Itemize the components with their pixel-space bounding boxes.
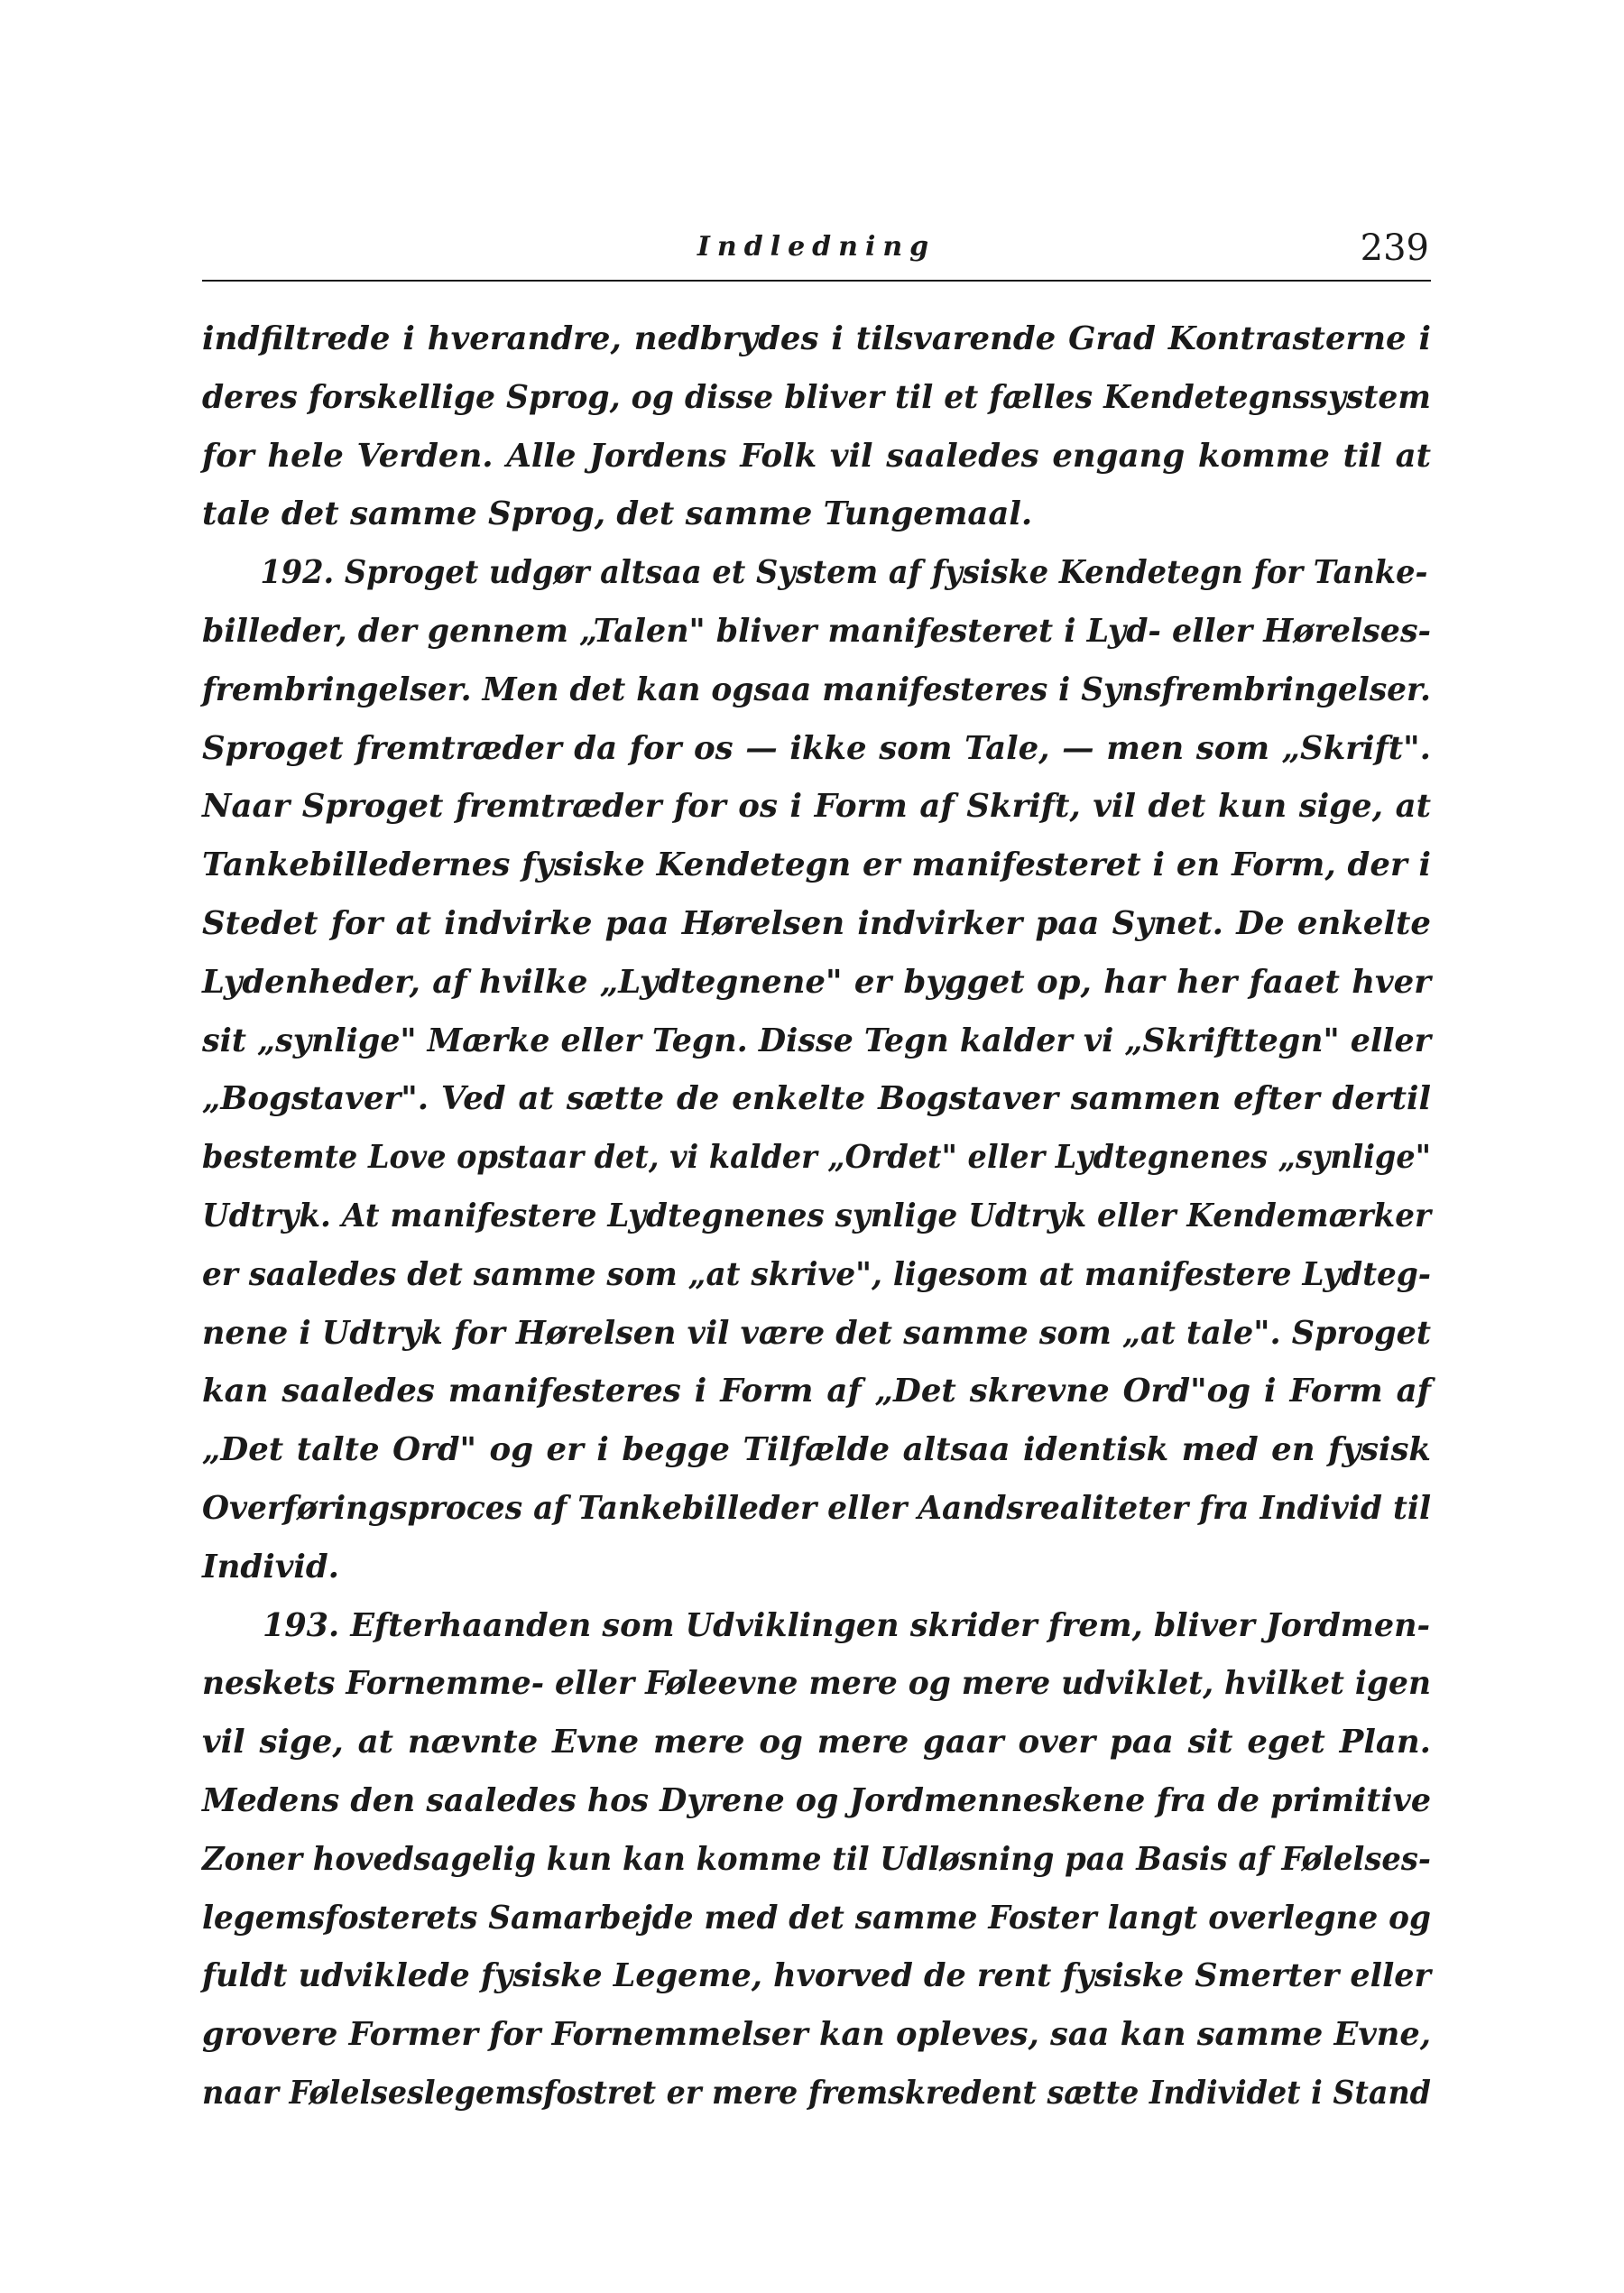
text-line: nene i Udtryk for Hørelsen vil være det samme som „at tale". Sproget	[202, 1314, 1431, 1352]
text-line: sit „synlige" Mærke eller Tegn. Disse Tegn kalder vi „Skrifttegn" eller	[202, 1022, 1432, 1059]
text-line: fuldt udviklede fysiske Legeme, hvorved de rent fysiske Smerter eller	[202, 1957, 1431, 1995]
text-line: tale det samme Sprog, det samme Tungemaal.	[202, 495, 1033, 533]
text-line: bestemte Love opstaar det, vi kalder „Ordet" eller Lydtegnenes „synlige"	[202, 1139, 1432, 1177]
text-line: for hele Verden. Alle Jordens Folk vil saaledes engang komme til at	[202, 437, 1432, 475]
running-header	[202, 227, 1431, 282]
chapter-title: Indledning	[697, 231, 937, 263]
text-line: naar Følelseslegemsfostret er mere fremskredent sætte Individet i Stand	[202, 2074, 1431, 2112]
text-line: „Det talte Ord" og er i begge Tilfælde altsaa identisk med en fysisk	[202, 1431, 1432, 1469]
text-line: 192. Sproget udgør altsaa et System af fysiske Kendetegn for Tanke-	[260, 554, 1428, 592]
text-line: indfiltrede i hverandre, nedbrydes i tilsvarende Grad Kontrasterne i	[202, 320, 1432, 357]
text-line: Zoner hovedsagelig kun kan komme til Udløsning paa Basis af Følelses-	[202, 1840, 1431, 1878]
text-line: neskets Fornemme- eller Føleevne mere og mere udviklet, hvilket igen	[202, 1665, 1431, 1703]
text-line: deres forskellige Sprog, og disse bliver til et fælles Kendetegnssystem	[202, 378, 1431, 416]
text-line: vil sige, at nævnte Evne mere og mere gaar over paa sit eget Plan.	[202, 1724, 1431, 1761]
body-text	[202, 310, 1431, 2123]
text-line: Sproget fremtræder da for os — ikke som Tale, — men som „Skrift".	[202, 729, 1432, 767]
text-line: Individ.	[202, 1548, 340, 1586]
text-line: billeder, der gennem „Talen" bliver manifesteret i Lyd- eller Hørelses-	[202, 612, 1432, 650]
text-line: Stedet for at indvirke paa Hørelsen indvirker paa Synet. De enkelte	[202, 904, 1431, 942]
text-line: frembringelser. Men det kan ogsaa manifesteres i Synsfrembringelser.	[202, 670, 1431, 708]
text-line: legemsfosterets Samarbejde med det samme Foster langt overlegne og	[202, 1899, 1431, 1937]
text-line: Udtryk. At manifestere Lydtegnenes synlige Udtryk eller Kendemærker	[202, 1197, 1431, 1234]
text-line: Lydenheder, af hvilke „Lydtegnene" er bygget op, har her faaet hver	[202, 963, 1431, 1001]
text-line: kan saaledes manifesteres i Form af „Det skrevne Ord"og i Form af	[202, 1373, 1431, 1410]
text-line: er saaledes det samme som „at skrive", ligesom at manifestere Lydteg-	[202, 1255, 1432, 1293]
text-line: grovere Former for Fornemmelser kan opleves, saa kan samme Evne,	[202, 2016, 1432, 2054]
text-line: Naar Sproget fremtræder for os i Form af Skrift, vil det kun sige, at	[202, 788, 1431, 826]
text-line: Medens den saaledes hos Dyrene og Jordmenneskene fra de primitive	[202, 1781, 1432, 1819]
text-line: 193. Efterhaanden som Udviklingen skrider frem, bliver Jordmen-	[263, 1606, 1431, 1644]
text-line: Overføringsproces af Tankebilleder eller Aandsrealiteter fra Individ til	[202, 1489, 1432, 1527]
text-line: „Bogstaver". Ved at sætte de enkelte Bogstaver sammen efter dertil	[202, 1080, 1431, 1118]
text-line: Tankebilledernes fysiske Kendetegn er manifesteret i en Form, der i	[202, 846, 1432, 884]
page-number: 239	[1360, 227, 1429, 269]
